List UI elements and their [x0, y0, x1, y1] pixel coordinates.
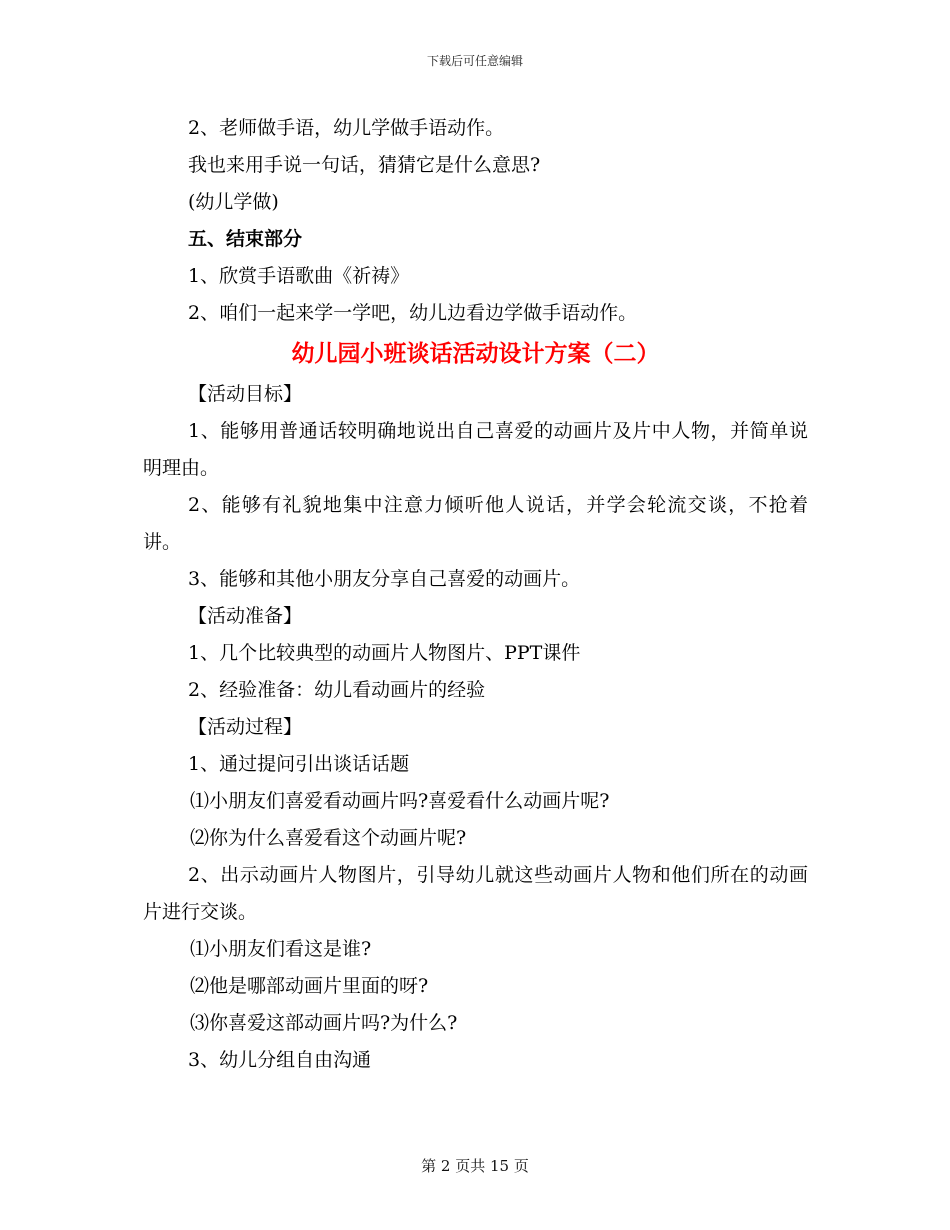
list-item: ⑴小朋友们喜爱看动画片吗?喜爱看什么动画片呢? [190, 790, 610, 812]
paragraph: 2、出示动画片人物图片，引导幼儿就这些动画片人物和他们所在的动画片进行交谈。 [143, 864, 808, 923]
section-label: 【活动目标】 [188, 383, 303, 405]
paragraph: 1、几个比较典型的动画片人物图片、PPT课件 [188, 642, 581, 664]
section-heading: 五、结束部分 [188, 228, 303, 250]
paragraph: 2、经验准备：幼儿看动画片的经验 [188, 679, 486, 701]
paragraph: 3、幼儿分组自由沟通 [188, 1049, 372, 1071]
paragraph: 1、通过提问引出谈话话题 [188, 753, 410, 775]
paragraph: 我也来用手说一句话，猜猜它是什么意思? [188, 154, 541, 176]
document-title: 幼儿园小班谈话活动设计方案（二） [291, 340, 660, 367]
paragraph: 2、老师做手语，幼儿学做手语动作。 [188, 117, 505, 139]
section-label: 【活动过程】 [188, 716, 303, 738]
page-header: 下载后可任意编辑 [426, 54, 523, 68]
list-item: ⑵你为什么喜爱看这个动画片呢? [190, 827, 467, 849]
page-footer: 第 2 页共 15 页 [421, 1157, 529, 1175]
section-label: 【活动准备】 [188, 605, 303, 627]
paragraph: (幼儿学做) [188, 191, 279, 213]
paragraph: 3、能够和其他小朋友分享自己喜爱的动画片。 [188, 568, 581, 590]
paragraph: 1、能够用普通话较明确地说出自己喜爱的动画片及片中人物，并简单说明理由。 [143, 420, 808, 479]
list-item: ⑴小朋友们看这是谁? [190, 938, 372, 960]
paragraph: 2、咱们一起来学一学吧，幼儿边看边学做手语动作。 [188, 302, 638, 324]
document-body [143, 110, 808, 1079]
list-item: ⑵他是哪部动画片里面的呀? [190, 975, 429, 997]
paragraph: 1、欣赏手语歌曲《祈祷》 [188, 265, 410, 287]
list-item: ⑶你喜爱这部动画片吗?为什么? [190, 1012, 458, 1034]
paragraph: 2、能够有礼貌地集中注意力倾听他人说话，并学会轮流交谈，不抢着讲。 [143, 494, 808, 553]
